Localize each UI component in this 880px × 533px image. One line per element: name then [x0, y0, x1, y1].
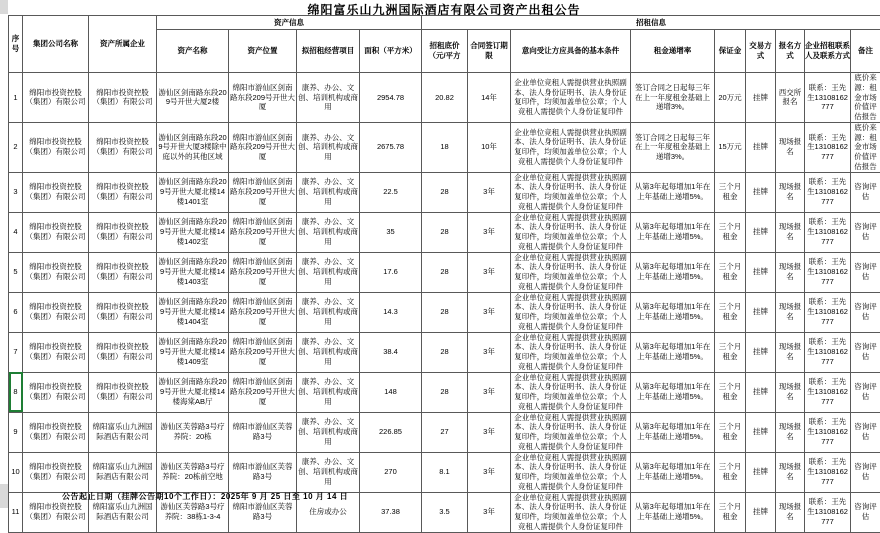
cell-contract-term[interactable]: 3年: [468, 452, 511, 492]
cell-contract-term[interactable]: 3年: [468, 412, 511, 452]
cell-signup-method[interactable]: 现场报名: [776, 212, 805, 252]
cell-area[interactable]: 37.38: [360, 492, 422, 532]
cell-planned-use[interactable]: 康养、办公、文创、培训机构或商用: [297, 212, 360, 252]
cell-contract-term[interactable]: 3年: [468, 252, 511, 292]
cell-group-company[interactable]: 绵阳市投资控股（集团）有限公司: [23, 122, 89, 172]
cell-rent-increase[interactable]: 从第3年起每增加1年在上年基础上递增5%。: [631, 172, 715, 212]
col-header-signup-method[interactable]: 报名方式: [776, 30, 805, 73]
cell-owner-company[interactable]: 绵阳富乐山九洲国际酒店有限公司: [89, 492, 157, 532]
cell-owner-company[interactable]: 绵阳市投资控股（集团）有限公司: [89, 122, 157, 172]
cell-base-price[interactable]: 8.1: [422, 452, 468, 492]
cell-asset-location[interactable]: 绵阳市游仙区芙蓉路3号: [229, 412, 297, 452]
cell-asset-name[interactable]: 游仙区剑南路东段209号开世大厦北楼14楼1404室: [157, 292, 229, 332]
cell-group-company[interactable]: 绵阳市投资控股（集团）有限公司: [23, 252, 89, 292]
cell-signup-method[interactable]: 现场报名: [776, 172, 805, 212]
cell-trade-method[interactable]: 挂牌: [746, 172, 776, 212]
cell-asset-name[interactable]: 游仙区剑南路东段209号开世大厦北楼14楼1401室: [157, 172, 229, 212]
cell-base-price[interactable]: 18: [422, 122, 468, 172]
cell-remarks[interactable]: 底价来源：租金市场价值评估报告: [851, 122, 880, 172]
cell-base-price[interactable]: 28: [422, 332, 468, 372]
cell-remarks[interactable]: 咨询评估: [851, 492, 880, 532]
cell-asset-name[interactable]: 游仙区剑南路东段209号开世大厦北楼14楼海棠AB厅: [157, 372, 229, 412]
cell-group-company[interactable]: 绵阳市投资控股（集团）有限公司: [23, 172, 89, 212]
cell-planned-use[interactable]: 康养、办公、文创、培训机构或商用: [297, 172, 360, 212]
cell-remarks[interactable]: 咨询评估: [851, 212, 880, 252]
cell-asset-location[interactable]: 绵阳市游仙区芙蓉路3号: [229, 492, 297, 532]
cell-remarks[interactable]: 咨询评估: [851, 292, 880, 332]
cell-planned-use[interactable]: 康养、办公、文创、培训机构或商用: [297, 122, 360, 172]
cell-rent-increase[interactable]: 签订合同之日起每三年在上一年度租金基础上递增3%。: [631, 122, 715, 172]
group-header-leasing-info[interactable]: 招租信息: [422, 16, 880, 30]
col-header-group-company[interactable]: 集团公司名称: [23, 16, 89, 73]
cell-planned-use[interactable]: 康养、办公、文创、培训机构或商用: [297, 292, 360, 332]
cell-trade-method[interactable]: 挂牌: [746, 372, 776, 412]
cell-asset-name[interactable]: 游仙区芙蓉路3号疗养院：38栋1-3-4: [157, 492, 229, 532]
cell-rent-increase[interactable]: 从第3年起每增加1年在上年基础上递增5%。: [631, 292, 715, 332]
cell-conditions[interactable]: 企业单位竞租人需提供营业执照副本、法人身份证明书、法人身份证复印件，均须加盖单位公章；个人竞租人需提供个人身份证复印件: [511, 412, 631, 452]
cell-planned-use[interactable]: 康养、办公、文创、培训机构或商用: [297, 332, 360, 372]
cell-planned-use[interactable]: 康养、办公、文创、培训机构或商用: [297, 252, 360, 292]
cell-asset-location[interactable]: 绵阳市游仙区剑南路东段209号开世大厦: [229, 172, 297, 212]
cell-remarks[interactable]: 咨询评估: [851, 452, 880, 492]
table-row: [9, 292, 880, 332]
assets-table: [8, 15, 880, 533]
cell-contract-term[interactable]: 3年: [468, 212, 511, 252]
col-header-owner-company[interactable]: 资产所属企业: [89, 16, 157, 73]
cell-asset-location[interactable]: 绵阳市游仙区剑南路东段209号开世大厦: [229, 73, 297, 123]
cell-area[interactable]: 2954.78: [360, 73, 422, 123]
cell-conditions[interactable]: 企业单位竞租人需提供营业执照副本、法人身份证明书、法人身份证复印件，均须加盖单位公章；个人竞租人需提供个人身份证复印件: [511, 292, 631, 332]
cell-area[interactable]: 148: [360, 372, 422, 412]
cell-remarks[interactable]: 咨询评估: [851, 412, 880, 452]
page-title: 绵阳富乐山九洲国际酒店有限公司资产出租公告: [8, 1, 880, 18]
col-header-trade-method[interactable]: 交易方式: [746, 30, 776, 73]
cell-contact[interactable]: 联系：王先生13108162777: [805, 122, 851, 172]
cell-seq[interactable]: 3: [9, 172, 23, 212]
cell-asset-location[interactable]: 绵阳市游仙区剑南路东段209号开世大厦: [229, 372, 297, 412]
cell-owner-company[interactable]: 绵阳富乐山九洲国际酒店有限公司: [89, 412, 157, 452]
cell-remarks[interactable]: 咨询评估: [851, 172, 880, 212]
cell-base-price[interactable]: 28: [422, 372, 468, 412]
cell-conditions[interactable]: 企业单位竞租人需提供营业执照副本、法人身份证明书、法人身份证复印件，均须加盖单位公章；个人竞租人需提供个人身份证复印件: [511, 332, 631, 372]
window-gutter-top: [0, 0, 8, 14]
cell-group-company[interactable]: 绵阳市投资控股（集团）有限公司: [23, 292, 89, 332]
cell-asset-location[interactable]: 绵阳市游仙区剑南路东段209号开世大厦: [229, 252, 297, 292]
cell-contract-term[interactable]: 3年: [468, 172, 511, 212]
cell-deposit[interactable]: 三个月租金: [715, 212, 746, 252]
cell-asset-location[interactable]: 绵阳市游仙区剑南路东段209号开世大厦: [229, 122, 297, 172]
cell-seq[interactable]: 7: [9, 332, 23, 372]
cell-area[interactable]: 22.5: [360, 172, 422, 212]
cell-planned-use[interactable]: 康养、办公、文创、培训机构或商用: [297, 73, 360, 123]
cell-area[interactable]: 226.85: [360, 412, 422, 452]
cell-asset-name[interactable]: 游仙区剑南路东段209号开世大厦北楼14楼1409室: [157, 332, 229, 372]
cell-owner-company[interactable]: 绵阳市投资控股（集团）有限公司: [89, 172, 157, 212]
cell-contact[interactable]: 联系：王先生13108162777: [805, 292, 851, 332]
cell-deposit[interactable]: 三个月租金: [715, 172, 746, 212]
cell-seq[interactable]: 9: [9, 412, 23, 452]
table-row: [9, 73, 880, 123]
col-header-rent-increase[interactable]: 租金递增率: [631, 30, 715, 73]
table-row: [9, 122, 880, 172]
cell-contact[interactable]: 联系：王先生13108162777: [805, 172, 851, 212]
table-row: [9, 332, 880, 372]
cell-trade-method[interactable]: 挂牌: [746, 252, 776, 292]
cell-trade-method[interactable]: 挂牌: [746, 492, 776, 532]
cell-planned-use[interactable]: 住房或办公: [297, 492, 360, 532]
cell-asset-name[interactable]: 游仙区剑南路东段209号开世大厦北楼14楼1403室: [157, 252, 229, 292]
cell-deposit[interactable]: 20万元: [715, 73, 746, 123]
cell-asset-name[interactable]: 游仙区芙蓉路3号疗养院：20栋: [157, 412, 229, 452]
col-header-conditions[interactable]: 意向受让方应具备的基本条件: [511, 30, 631, 73]
cell-trade-method[interactable]: 挂牌: [746, 452, 776, 492]
cell-contact[interactable]: 联系：王先生13108162777: [805, 252, 851, 292]
cell-contract-term[interactable]: 14年: [468, 73, 511, 123]
cell-base-price[interactable]: 28: [422, 292, 468, 332]
footer-note: 公告起止日期（挂牌公告期10个工作日）：2025年 9 月 25 日至 10 月 14 日: [62, 491, 348, 502]
col-header-area[interactable]: 面积（平方米）: [360, 30, 422, 73]
cell-owner-company[interactable]: 绵阳富乐山九洲国际酒店有限公司: [89, 452, 157, 492]
cell-contact[interactable]: 联系：王先生13108162777: [805, 372, 851, 412]
cell-seq[interactable]: 8: [9, 372, 23, 412]
cell-contract-term[interactable]: 3年: [468, 372, 511, 412]
cell-asset-name[interactable]: 游仙区剑南路东段209号开世大厦3楼除中庭以外的其他区域: [157, 122, 229, 172]
table-row: [9, 212, 880, 252]
cell-rent-increase[interactable]: 从第3年起每增加1年在上年基础上递增5%。: [631, 412, 715, 452]
cell-remarks[interactable]: 咨询评估: [851, 372, 880, 412]
cell-remarks[interactable]: 咨询评估: [851, 332, 880, 372]
cell-owner-company[interactable]: 绵阳市投资控股（集团）有限公司: [89, 252, 157, 292]
cell-seq[interactable]: 2: [9, 122, 23, 172]
cell-base-price[interactable]: 20.82: [422, 73, 468, 123]
cell-conditions[interactable]: 企业单位竞租人需提供营业执照副本、法人身份证明书、法人身份证复印件，均须加盖单位公章；个人竞租人需提供个人身份证复印件: [511, 492, 631, 532]
cell-seq[interactable]: 4: [9, 212, 23, 252]
table-row: [9, 172, 880, 212]
cell-asset-name[interactable]: 游仙区芙蓉路3号疗养院：20栋前空地: [157, 452, 229, 492]
table-row: [9, 452, 880, 492]
cell-owner-company[interactable]: 绵阳市投资控股（集团）有限公司: [89, 212, 157, 252]
table-row: [9, 412, 880, 452]
cell-remarks[interactable]: 咨询评估: [851, 252, 880, 292]
cell-owner-company[interactable]: 绵阳市投资控股（集团）有限公司: [89, 292, 157, 332]
cell-signup-method[interactable]: 西交所报名: [776, 73, 805, 123]
cell-base-price[interactable]: 3.5: [422, 492, 468, 532]
cell-trade-method[interactable]: 挂牌: [746, 412, 776, 452]
col-header-asset-location[interactable]: 资产位置: [229, 30, 297, 73]
col-header-asset-name[interactable]: 资产名称: [157, 30, 229, 73]
cell-rent-increase[interactable]: 从第3年起每增加1年在上年基础上递增5%。: [631, 332, 715, 372]
cell-conditions[interactable]: 企业单位竞租人需提供营业执照副本、法人身份证明书、法人身份证复印件，均须加盖单位公章；个人竞租人需提供个人身份证复印件: [511, 212, 631, 252]
cell-asset-name[interactable]: 游仙区剑南路东段209号开世大厦2楼: [157, 73, 229, 123]
col-header-seq[interactable]: 序号: [9, 16, 23, 73]
cell-conditions[interactable]: 企业单位竞租人需提供营业执照副本、法人身份证明书、法人身份证复印件，均须加盖单位公章；个人竞租人需提供个人身份证复印件: [511, 73, 631, 123]
cell-deposit[interactable]: 三个月租金: [715, 492, 746, 532]
cell-area[interactable]: 270: [360, 452, 422, 492]
cell-seq[interactable]: 5: [9, 252, 23, 292]
cell-group-company[interactable]: 绵阳市投资控股（集团）有限公司: [23, 212, 89, 252]
cell-signup-method[interactable]: 现场报名: [776, 252, 805, 292]
cell-owner-company[interactable]: 绵阳市投资控股（集团）有限公司: [89, 73, 157, 123]
col-header-contract-term[interactable]: 合同签订期限: [468, 30, 511, 73]
cell-rent-increase[interactable]: 从第3年起每增加1年在上年基础上递增5%。: [631, 372, 715, 412]
cell-signup-method[interactable]: 现场报名: [776, 452, 805, 492]
cell-asset-location[interactable]: 绵阳市游仙区剑南路东段209号开世大厦: [229, 332, 297, 372]
cell-contact[interactable]: 联系：王先生13108162777: [805, 412, 851, 452]
cell-group-company[interactable]: 绵阳市投资控股（集团）有限公司: [23, 492, 89, 532]
cell-base-price[interactable]: 27: [422, 412, 468, 452]
cell-rent-increase[interactable]: 签订合同之日起每三年在上一年度租金基础上递增3%。: [631, 73, 715, 123]
cell-contract-term[interactable]: 3年: [468, 492, 511, 532]
table-row: [9, 372, 880, 412]
cell-trade-method[interactable]: 挂牌: [746, 122, 776, 172]
cell-area[interactable]: 2675.78: [360, 122, 422, 172]
cell-contact[interactable]: 联系：王先生13108162777: [805, 73, 851, 123]
cell-deposit[interactable]: 三个月租金: [715, 252, 746, 292]
cell-conditions[interactable]: 企业单位竞租人需提供营业执照副本、法人身份证明书、法人身份证复印件，均须加盖单位公章；个人竞租人需提供个人身份证复印件: [511, 172, 631, 212]
cell-asset-location[interactable]: 绵阳市游仙区芙蓉路3号: [229, 452, 297, 492]
cell-seq[interactable]: 10: [9, 452, 23, 492]
cell-group-company[interactable]: 绵阳市投资控股（集团）有限公司: [23, 452, 89, 492]
cell-conditions[interactable]: 企业单位竞租人需提供营业执照副本、法人身份证明书、法人身份证复印件，均须加盖单位公章；个人竞租人需提供个人身份证复印件: [511, 122, 631, 172]
cell-asset-location[interactable]: 绵阳市游仙区剑南路东段209号开世大厦: [229, 292, 297, 332]
cell-conditions[interactable]: 企业单位竞租人需提供营业执照副本、法人身份证明书、法人身份证复印件，均须加盖单位公章；个人竞租人需提供个人身份证复印件: [511, 452, 631, 492]
cell-rent-increase[interactable]: 从第3年起每增加1年在上年基础上递增5%。: [631, 492, 715, 532]
cell-conditions[interactable]: 企业单位竞租人需提供营业执照副本、法人身份证明书、法人身份证复印件，均须加盖单位公章；个人竞租人需提供个人身份证复印件: [511, 252, 631, 292]
col-header-base-price[interactable]: 招租底价（元/平方: [422, 30, 468, 73]
cell-trade-method[interactable]: 挂牌: [746, 73, 776, 123]
cell-area[interactable]: 38.4: [360, 332, 422, 372]
cell-base-price[interactable]: 28: [422, 172, 468, 212]
table-row: [9, 252, 880, 292]
cell-rent-increase[interactable]: 从第3年起每增加1年在上年基础上递增5%。: [631, 452, 715, 492]
cell-area[interactable]: 14.3: [360, 292, 422, 332]
cell-trade-method[interactable]: 挂牌: [746, 292, 776, 332]
cell-rent-increase[interactable]: 从第3年起每增加1年在上年基础上递增5%。: [631, 212, 715, 252]
cell-trade-method[interactable]: 挂牌: [746, 212, 776, 252]
cell-signup-method[interactable]: 现场报名: [776, 292, 805, 332]
cell-contact[interactable]: 联系：王先生13108162777: [805, 492, 851, 532]
cell-area[interactable]: 17.6: [360, 252, 422, 292]
cell-group-company[interactable]: 绵阳市投资控股（集团）有限公司: [23, 73, 89, 123]
cell-planned-use[interactable]: 康养、办公、文创、培训机构或商用: [297, 372, 360, 412]
cell-contact[interactable]: 联系：王先生13108162777: [805, 452, 851, 492]
cell-deposit[interactable]: 三个月租金: [715, 332, 746, 372]
table-body: [9, 73, 880, 533]
cell-conditions[interactable]: 企业单位竞租人需提供营业执照副本、法人身份证明书、法人身份证复印件，均须加盖单位公章；个人竞租人需提供个人身份证复印件: [511, 372, 631, 412]
cell-seq[interactable]: 1: [9, 73, 23, 123]
cell-deposit[interactable]: 三个月租金: [715, 372, 746, 412]
cell-planned-use[interactable]: 康养、办公、文创、培训机构或商用: [297, 412, 360, 452]
cell-signup-method[interactable]: 现场报名: [776, 372, 805, 412]
cell-signup-method[interactable]: 现场报名: [776, 412, 805, 452]
window-gutter-bottom: [0, 484, 8, 508]
cell-contact[interactable]: 联系：王先生13108162777: [805, 212, 851, 252]
group-header-asset-info[interactable]: 资产信息: [157, 16, 422, 30]
col-header-remarks[interactable]: 备注: [851, 30, 880, 73]
cell-group-company[interactable]: 绵阳市投资控股（集团）有限公司: [23, 332, 89, 372]
cell-trade-method[interactable]: 挂牌: [746, 332, 776, 372]
cell-contract-term[interactable]: 3年: [468, 332, 511, 372]
cell-base-price[interactable]: 28: [422, 252, 468, 292]
cell-group-company[interactable]: 绵阳市投资控股（集团）有限公司: [23, 372, 89, 412]
cell-deposit[interactable]: 15万元: [715, 122, 746, 172]
cell-planned-use[interactable]: 康养、办公、文创、培训机构或商用: [297, 452, 360, 492]
cell-contract-term[interactable]: 10年: [468, 122, 511, 172]
cell-remarks[interactable]: 底价来源：租金市场价值评估报告: [851, 73, 880, 123]
cell-asset-location[interactable]: 绵阳市游仙区剑南路东段209号开世大厦: [229, 212, 297, 252]
cell-deposit[interactable]: 三个月租金: [715, 412, 746, 452]
cell-seq[interactable]: 11: [9, 492, 23, 532]
cell-deposit[interactable]: 三个月租金: [715, 452, 746, 492]
cell-contract-term[interactable]: 3年: [468, 292, 511, 332]
cell-seq[interactable]: 6: [9, 292, 23, 332]
col-header-deposit[interactable]: 保证金: [715, 30, 746, 73]
cell-signup-method[interactable]: 现场报名: [776, 122, 805, 172]
col-header-contact[interactable]: 企业招租联系人及联系方式: [805, 30, 851, 73]
cell-asset-name[interactable]: 游仙区剑南路东段209号开世大厦北楼14楼1402室: [157, 212, 229, 252]
cell-contact[interactable]: 联系：王先生13108162777: [805, 332, 851, 372]
cell-base-price[interactable]: 28: [422, 212, 468, 252]
cell-rent-increase[interactable]: 从第3年起每增加1年在上年基础上递增5%。: [631, 252, 715, 292]
cell-owner-company[interactable]: 绵阳市投资控股（集团）有限公司: [89, 332, 157, 372]
col-header-planned-use[interactable]: 拟招租经营项目: [297, 30, 360, 73]
cell-owner-company[interactable]: 绵阳市投资控股（集团）有限公司: [89, 372, 157, 412]
cell-signup-method[interactable]: 现场报名: [776, 492, 805, 532]
cell-deposit[interactable]: 三个月租金: [715, 292, 746, 332]
cell-group-company[interactable]: 绵阳市投资控股（集团）有限公司: [23, 412, 89, 452]
cell-area[interactable]: 35: [360, 212, 422, 252]
cell-signup-method[interactable]: 现场报名: [776, 332, 805, 372]
